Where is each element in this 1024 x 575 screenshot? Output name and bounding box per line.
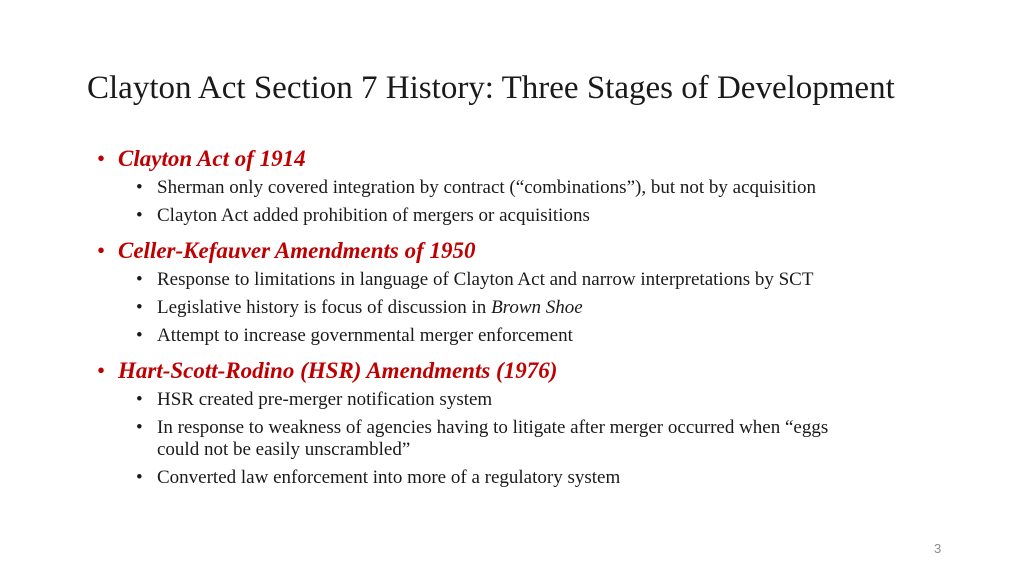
- case-name: Brown Shoe: [491, 297, 583, 318]
- bullet-icon: •: [97, 358, 106, 383]
- slide-body: [97, 145, 957, 495]
- list-item: [136, 417, 857, 461]
- bullet-icon: •: [136, 325, 143, 346]
- list-item-text: Response to limitations in language of Clayton Act and narrow interpretations by SCT: [157, 269, 814, 290]
- list-item-prefix: Legislative history is focus of discussion in: [157, 297, 492, 318]
- section-heading-text: Hart-Scott-Rodino (HSR) Amendments (1976): [118, 358, 558, 383]
- list-item: [136, 269, 957, 291]
- bullet-icon: •: [136, 177, 143, 198]
- list-item-text: In response to weakness of agencies having to litigate after merger occurred when “eggs could not be easily unscrambled”: [157, 417, 829, 460]
- bullet-icon: •: [136, 467, 143, 488]
- section-heading-text: Celler-Kefauver Amendments of 1950: [118, 238, 476, 263]
- list-item-text: [157, 297, 583, 318]
- page-number: 3: [934, 541, 942, 556]
- bullet-icon: •: [136, 297, 143, 318]
- bullet-icon: •: [97, 146, 106, 171]
- bullet-icon: •: [136, 389, 143, 410]
- section-heading: [97, 357, 957, 385]
- bullet-icon: •: [136, 417, 143, 438]
- list-item: [136, 297, 957, 319]
- bullet-icon: •: [136, 205, 143, 226]
- list-item-text: Sherman only covered integration by contract (“combinations”), but not by acquisition: [157, 177, 817, 198]
- list-item-text: Converted law enforcement into more of a regulatory system: [157, 467, 621, 488]
- section-heading: [97, 237, 957, 265]
- list-item: [136, 325, 957, 347]
- slide-title: Clayton Act Section 7 History: Three Stages of Development: [87, 70, 895, 106]
- list-item: [136, 177, 957, 199]
- bullet-icon: •: [97, 238, 106, 263]
- list-item-text: Clayton Act added prohibition of mergers or acquisitions: [157, 205, 590, 226]
- list-item-text: HSR created pre-merger notification system: [157, 389, 493, 410]
- list-item: [136, 205, 957, 227]
- list-item: [136, 467, 957, 489]
- list-item: [136, 389, 957, 411]
- list-item-text: Attempt to increase governmental merger enforcement: [157, 325, 573, 346]
- bullet-icon: •: [136, 269, 143, 290]
- section-heading: [97, 145, 957, 173]
- section-heading-text: Clayton Act of 1914: [118, 146, 306, 171]
